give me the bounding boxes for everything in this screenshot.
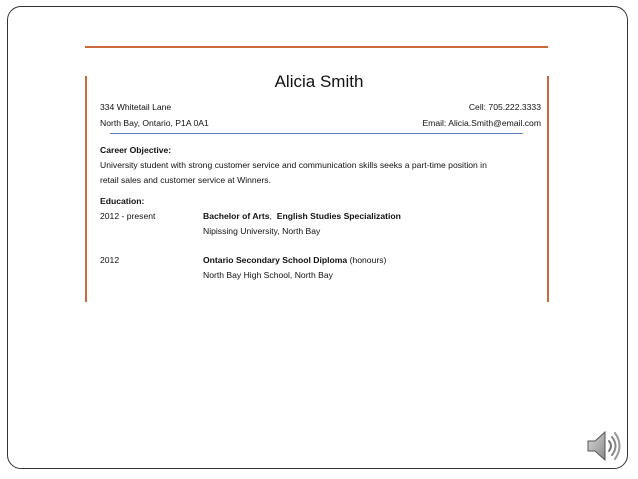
resume-name: Alicia Smith bbox=[274, 72, 364, 91]
education-degree-1 bbox=[203, 212, 401, 221]
diploma-note: (honours) bbox=[349, 255, 387, 265]
right-border bbox=[547, 76, 549, 302]
education-dates-1: 2012 - present bbox=[100, 211, 156, 221]
top-divider bbox=[85, 46, 548, 48]
education-dates-2: 2012 bbox=[100, 255, 120, 265]
speaker-icon[interactable] bbox=[584, 426, 624, 466]
objective-heading: Career Objective: bbox=[100, 145, 172, 155]
education-institution-2: North Bay High School, North Bay bbox=[203, 270, 333, 280]
education-heading: Education: bbox=[100, 196, 145, 206]
cell-phone: Cell: 705.222.3333 bbox=[468, 102, 541, 112]
degree-title: Bachelor of Arts bbox=[203, 211, 270, 221]
education-institution-1: Nipissing University, North Bay bbox=[203, 226, 321, 236]
address-line-2: North Bay, Ontario, P1A 0A1 bbox=[100, 118, 209, 128]
objective-line-1: University student with strong customer service and communication skills seeks a part-time position in bbox=[100, 160, 487, 170]
diploma-title: Ontario Secondary School Diploma bbox=[203, 255, 348, 265]
address-line-1: 334 Whitetail Lane bbox=[100, 102, 172, 112]
objective-line-2: retail sales and customer service at Winners. bbox=[100, 175, 271, 185]
email: Email: Alicia.Smith@email.com bbox=[422, 118, 541, 128]
contact-divider bbox=[110, 133, 523, 134]
left-border bbox=[85, 76, 87, 302]
education-degree-2 bbox=[203, 256, 386, 265]
degree-separator: , bbox=[269, 211, 272, 221]
degree-specialization: English Studies Specialization bbox=[276, 211, 401, 221]
